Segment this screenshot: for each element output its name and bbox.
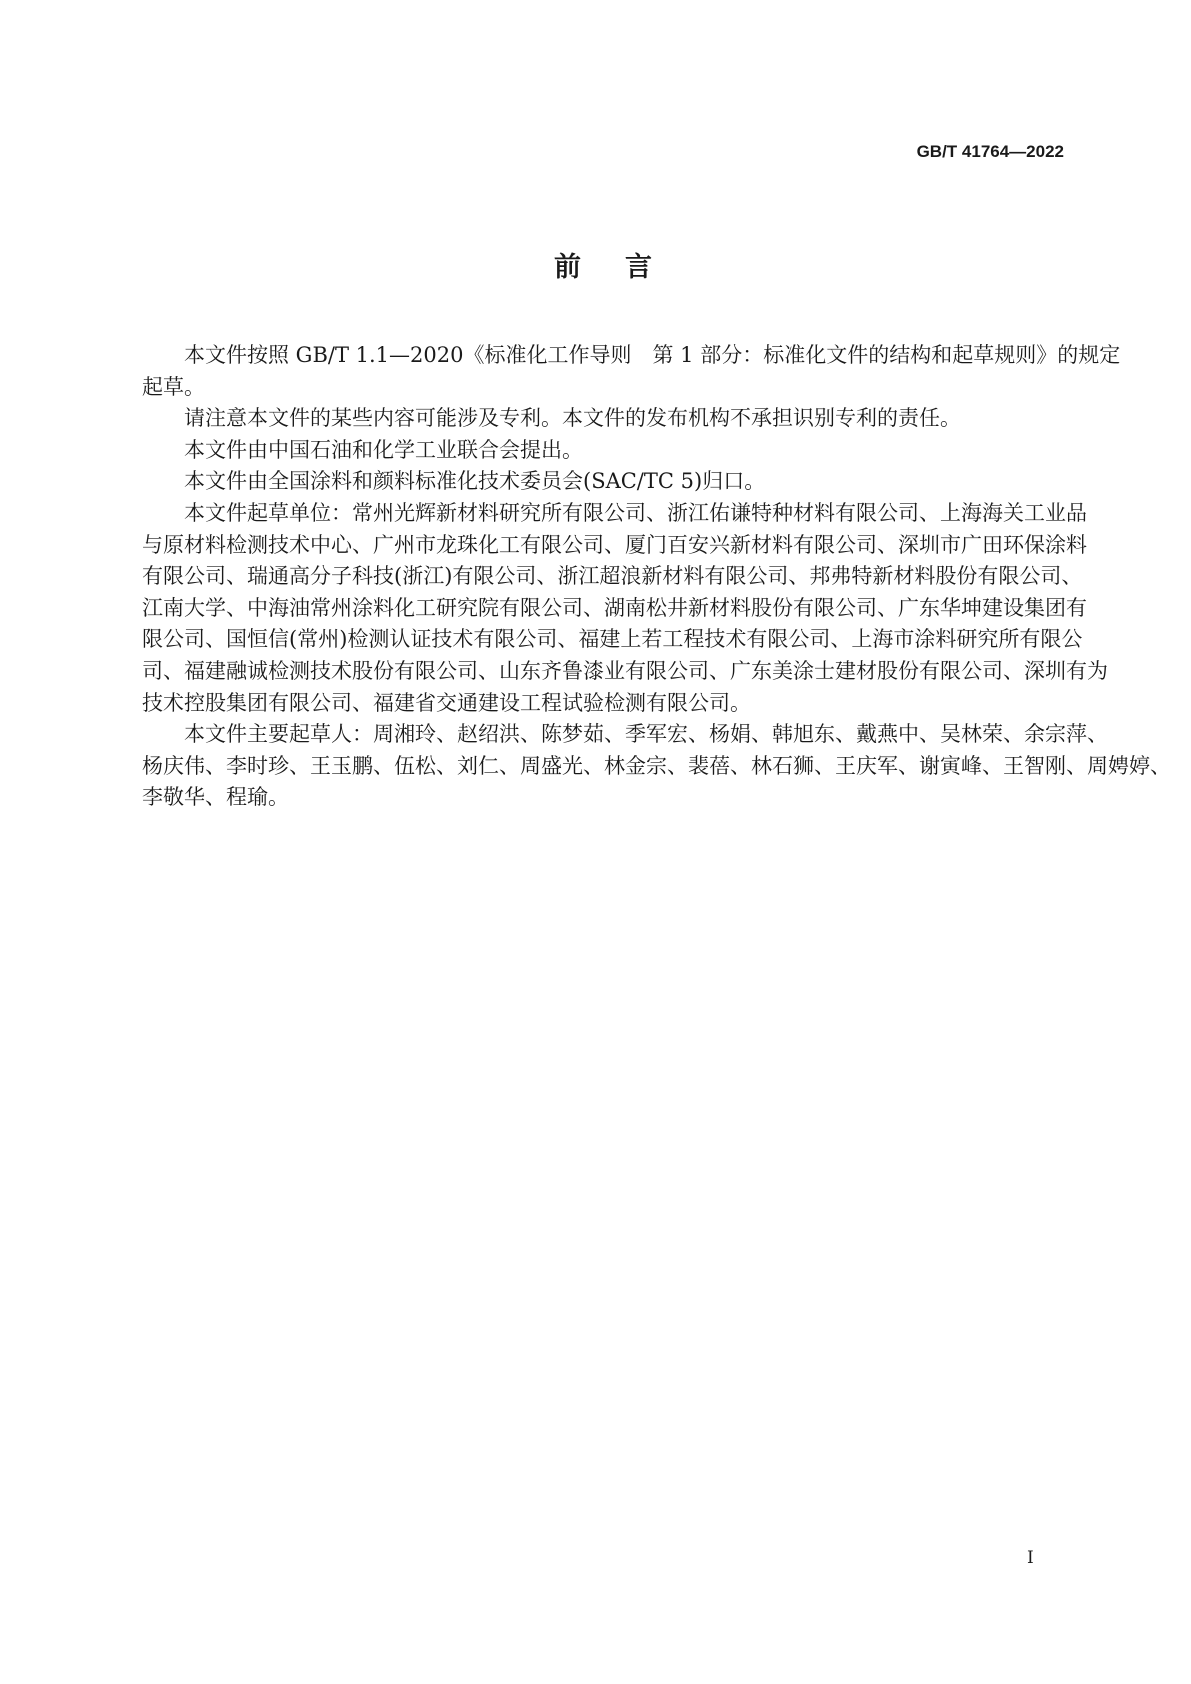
text-line: 与原材料检测技术中心、广州市龙珠化工有限公司、厦门百安兴新材料有限公司、深圳市广田环保涂料: [142, 532, 1087, 557]
title-char: 前: [554, 252, 581, 283]
paragraph: [142, 466, 1068, 498]
paragraph: [142, 435, 1068, 467]
text-line: 本文件起草单位：常州光辉新材料研究所有限公司、浙江佑谦特种材料有限公司、上海海关工业品: [184, 500, 1087, 525]
text-line: 技术控股集团有限公司、福建省交通建设工程试验检测有限公司。: [142, 690, 751, 715]
paragraph: [142, 498, 1108, 719]
text-line: 李敬华、程瑜。: [142, 785, 289, 810]
foreword-body: [142, 340, 1171, 814]
text-line: 本文件按照 GB/T 1.1—2020《标准化工作导则 第 1 部分：标准化文件的结构和起草规则》的规定: [184, 343, 1121, 367]
title-char: 言: [625, 252, 652, 283]
standard-code: GB/T 41764—2022: [916, 142, 1064, 161]
text-line: 江南大学、中海油常州涂料化工研究院有限公司、湖南松井新材料股份有限公司、广东华坤建设集团有: [142, 595, 1087, 620]
paragraph: [142, 719, 1171, 814]
text-line: 杨庆伟、李时珍、王玉鹏、伍松、刘仁、周盛光、林金宗、裴蓓、林石狮、王庆军、谢寅峰、王智刚、周娉婷、: [142, 753, 1171, 778]
text-line: 有限公司、瑞通高分子科技(浙江)有限公司、浙江超浪新材料有限公司、邦弗特新材料股份有限公司、: [142, 564, 1083, 589]
text-line: 限公司、国恒信(常州)检测认证技术有限公司、福建上若工程技术有限公司、上海市涂料研究所有限公: [142, 627, 1083, 652]
text-line: 本文件由中国石油和化学工业联合会提出。: [184, 437, 583, 462]
paragraph: [142, 403, 1068, 435]
paragraph: [142, 340, 1121, 403]
text-line: 本文件主要起草人：周湘玲、赵绍洪、陈梦茹、季军宏、杨娟、韩旭东、戴燕中、吴林荣、余宗萍、: [184, 722, 1108, 747]
page-title: [0, 245, 1191, 284]
text-line: 本文件由全国涂料和颜料标准化技术委员会(SAC/TC 5)归口。: [184, 469, 766, 494]
text-line: 起草。: [142, 374, 205, 399]
page-number: I: [1027, 1548, 1034, 1568]
text-line: 司、福建融诚检测技术股份有限公司、山东齐鲁漆业有限公司、广东美涂士建材股份有限公司、深圳有为: [142, 658, 1108, 683]
text-line: 请注意本文件的某些内容可能涉及专利。本文件的发布机构不承担识别专利的责任。: [184, 406, 961, 431]
